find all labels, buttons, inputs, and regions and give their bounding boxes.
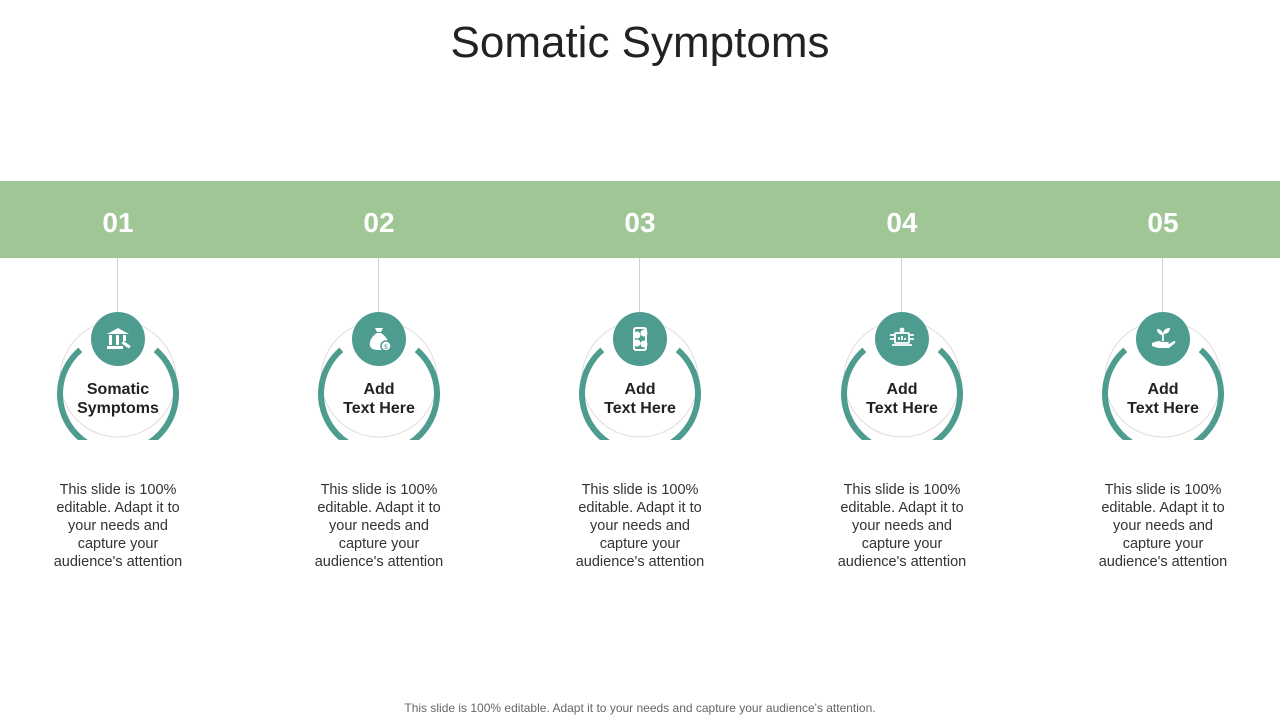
desc-line: audience's attention: [575, 554, 705, 570]
connector-line: [378, 258, 379, 312]
footer-note: This slide is 100% editable. Adapt it to your needs and capture your audience's attention.: [404, 701, 876, 715]
desc-line: capture your: [861, 536, 943, 552]
step-label-line1: Somatic: [86, 381, 150, 398]
step-description: [38, 481, 198, 571]
step-description: [299, 481, 459, 571]
desc-line: capture your: [599, 536, 681, 552]
step-label-line1: Add: [1147, 381, 1179, 398]
desc-line: capture your: [338, 536, 420, 552]
step-label-line1: Add: [624, 381, 656, 398]
desc-line: This slide is 100%: [581, 482, 699, 498]
desc-line: editable. Adapt it to: [578, 500, 702, 516]
mobile-social-icon: [613, 312, 667, 366]
money-bag-icon: [352, 312, 406, 366]
desc-line: audience's attention: [53, 554, 183, 570]
desc-line: audience's attention: [314, 554, 444, 570]
desc-line: capture your: [1122, 536, 1204, 552]
step-label: [580, 380, 700, 418]
desc-line: audience's attention: [837, 554, 967, 570]
hand-plant-icon: [1136, 312, 1190, 366]
step-label: [842, 380, 962, 418]
desc-line: your needs and: [1113, 518, 1213, 534]
desc-line: your needs and: [68, 518, 168, 534]
desc-line: capture your: [77, 536, 159, 552]
step-number: 03: [624, 207, 656, 238]
step-label-line1: Add: [886, 381, 918, 398]
step-number: 05: [1147, 207, 1179, 238]
connector-line: [117, 258, 118, 312]
slide-title: Somatic Symptoms: [450, 18, 830, 67]
step-3: [560, 181, 720, 601]
step-description: [1083, 481, 1243, 571]
step-label-line2: Text Here: [866, 400, 938, 417]
bank-gavel-icon: [91, 312, 145, 366]
step-label-line1: Add: [363, 381, 395, 398]
connector-line: [1162, 258, 1163, 312]
step-number: 01: [102, 207, 134, 238]
desc-line: This slide is 100%: [59, 482, 177, 498]
connector-line: [639, 258, 640, 312]
step-4: [822, 181, 982, 601]
step-label-line2: Text Here: [1127, 400, 1199, 417]
desc-line: audience's attention: [1098, 554, 1228, 570]
desc-line: This slide is 100%: [1104, 482, 1222, 498]
connector-line: [901, 258, 902, 312]
step-label: [1103, 380, 1223, 418]
desc-line: your needs and: [590, 518, 690, 534]
desc-line: editable. Adapt it to: [317, 500, 441, 516]
step-label-line2: Text Here: [343, 400, 415, 417]
step-1: [38, 181, 198, 601]
step-number: 02: [363, 207, 395, 238]
svg-text:$: $: [383, 343, 389, 351]
step-label: [319, 380, 439, 418]
desc-line: editable. Adapt it to: [840, 500, 964, 516]
desc-line: your needs and: [852, 518, 952, 534]
step-label: [58, 380, 178, 418]
step-description: [822, 481, 982, 571]
step-number: 04: [886, 207, 918, 238]
step-5: [1083, 181, 1243, 601]
desc-line: editable. Adapt it to: [1101, 500, 1225, 516]
step-label-line2: Text Here: [604, 400, 676, 417]
desc-line: your needs and: [329, 518, 429, 534]
step-label-line2: Symptoms: [77, 400, 159, 417]
laptop-network-icon: [875, 312, 929, 366]
step-2: [299, 181, 459, 601]
step-description: [560, 481, 720, 571]
desc-line: This slide is 100%: [843, 482, 961, 498]
desc-line: This slide is 100%: [320, 482, 438, 498]
desc-line: editable. Adapt it to: [56, 500, 180, 516]
